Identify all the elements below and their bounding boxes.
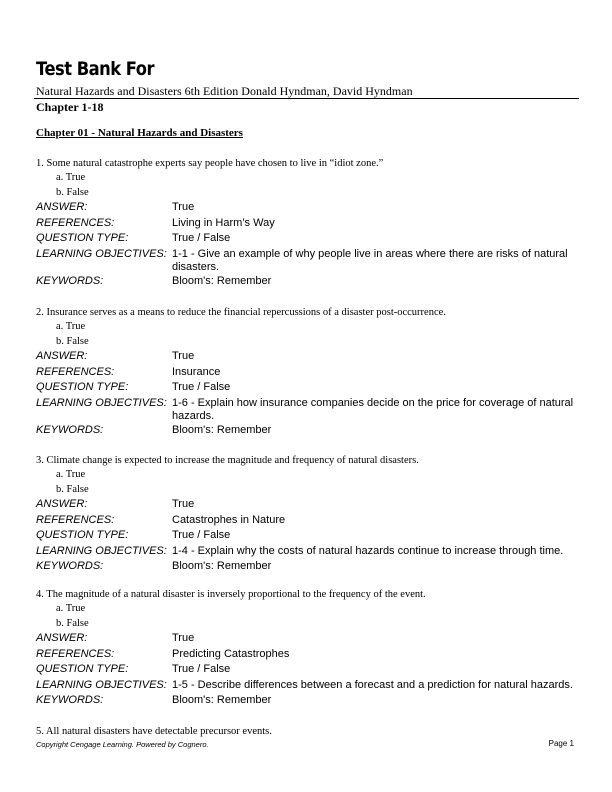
question-4 xyxy=(36,588,581,709)
option-true: a. True xyxy=(56,172,86,183)
question-2 xyxy=(36,306,581,438)
references-label: REFERENCES: xyxy=(36,365,115,378)
page-title: Test Bank For xyxy=(36,58,155,80)
question-type-value: True / False xyxy=(172,232,231,244)
keywords-label: KEYWORDS: xyxy=(36,423,104,436)
learning-objectives-label: LEARNING OBJECTIVES: xyxy=(36,247,167,260)
chapter-range: Chapter 1-18 xyxy=(36,100,104,114)
keywords-label: KEYWORDS: xyxy=(36,560,104,572)
question-1 xyxy=(36,157,581,289)
option-false: b. False xyxy=(56,483,89,495)
learning-objectives-label: LEARNING OBJECTIVES: xyxy=(36,544,167,557)
option-false: b. False xyxy=(56,617,89,629)
keywords-value: Bloom's: Remember xyxy=(172,694,272,706)
question-3 xyxy=(36,454,581,575)
answer-value: True xyxy=(172,632,195,644)
chapter-heading: Chapter 01 - Natural Hazards and Disasters xyxy=(36,127,243,139)
learning-objectives-label: LEARNING OBJECTIVES: xyxy=(36,678,167,691)
learning-objectives-value: 1-4 - Explain why the costs of natural hazards continue to increase through time. xyxy=(172,544,564,557)
answer-label: ANSWER: xyxy=(36,350,88,362)
keywords-value: Bloom's: Remember xyxy=(172,274,272,287)
answer-label: ANSWER: xyxy=(36,498,88,510)
option-false: b. False xyxy=(56,335,89,347)
book-subtitle: Natural Hazards and Disasters 6th Edition Donald Hyndman, David Hyndman xyxy=(36,84,413,98)
references-value: Catastrophes in Nature xyxy=(172,513,286,526)
references-value: Insurance xyxy=(172,365,221,378)
references-value: Living in Harm’s Way xyxy=(172,216,275,229)
option-true: a. True xyxy=(56,321,86,332)
question-text: 5. All natural disasters have detectable precursor events. xyxy=(36,726,272,737)
learning-objectives-value: 1-5 - Describe differences between a forecast and a prediction for natural hazards. xyxy=(172,678,573,691)
answer-value: True xyxy=(172,201,195,213)
question-metadata xyxy=(36,349,581,438)
copyright-footer: Copyright Cengage Learning. Powered by Cognero. xyxy=(36,740,209,749)
question-type-value: True / False xyxy=(172,381,231,393)
option-false: b. False xyxy=(56,186,89,198)
keywords-value: Bloom's: Remember xyxy=(172,560,272,572)
option-true: a. True xyxy=(56,603,86,614)
question-metadata xyxy=(36,200,581,289)
question-metadata xyxy=(36,497,581,575)
page-number: Page 1 xyxy=(548,739,574,748)
answer-value: True xyxy=(172,498,195,510)
references-label: REFERENCES: xyxy=(36,216,115,229)
keywords-label: KEYWORDS: xyxy=(36,694,104,706)
learning-objectives-value: 1-6 - Explain how insurance companies decide on the price for coverage of natural hazards. xyxy=(172,396,574,422)
references-label: REFERENCES: xyxy=(36,513,115,526)
question-type-label: QUESTION TYPE: xyxy=(36,663,129,675)
question-type-value: True / False xyxy=(172,663,231,675)
keywords-value: Bloom's: Remember xyxy=(172,423,272,436)
answer-label: ANSWER: xyxy=(36,201,88,213)
answer-value: True xyxy=(172,350,195,362)
question-5 xyxy=(36,725,581,739)
question-type-label: QUESTION TYPE: xyxy=(36,232,129,244)
option-true: a. True xyxy=(56,469,86,480)
question-type-label: QUESTION TYPE: xyxy=(36,381,129,393)
learning-objectives-label: LEARNING OBJECTIVES: xyxy=(36,396,167,409)
question-text: 4. The magnitude of a natural disaster is inversely proportional to the frequency of the event. xyxy=(36,589,426,600)
question-text: 3. Climate change is expected to increase the magnitude and frequency of natural disasters. xyxy=(36,455,419,466)
question-text: 2. Insurance serves as a means to reduce the financial repercussions of a disaster post-occurrence. xyxy=(36,307,446,318)
question-text: 1. Some natural catastrophe experts say people have chosen to live in “idiot zone.” xyxy=(36,158,384,169)
references-label: REFERENCES: xyxy=(36,647,115,660)
keywords-label: KEYWORDS: xyxy=(36,274,104,287)
question-type-label: QUESTION TYPE: xyxy=(36,529,129,541)
title-divider xyxy=(34,98,579,99)
question-type-value: True / False xyxy=(172,529,231,541)
learning-objectives-value: 1-1 - Give an example of why people live in areas where there are risks of natural disasters. xyxy=(172,247,568,273)
answer-label: ANSWER: xyxy=(36,632,88,644)
question-metadata xyxy=(36,631,581,709)
references-value: Predicting Catastrophes xyxy=(172,647,290,660)
